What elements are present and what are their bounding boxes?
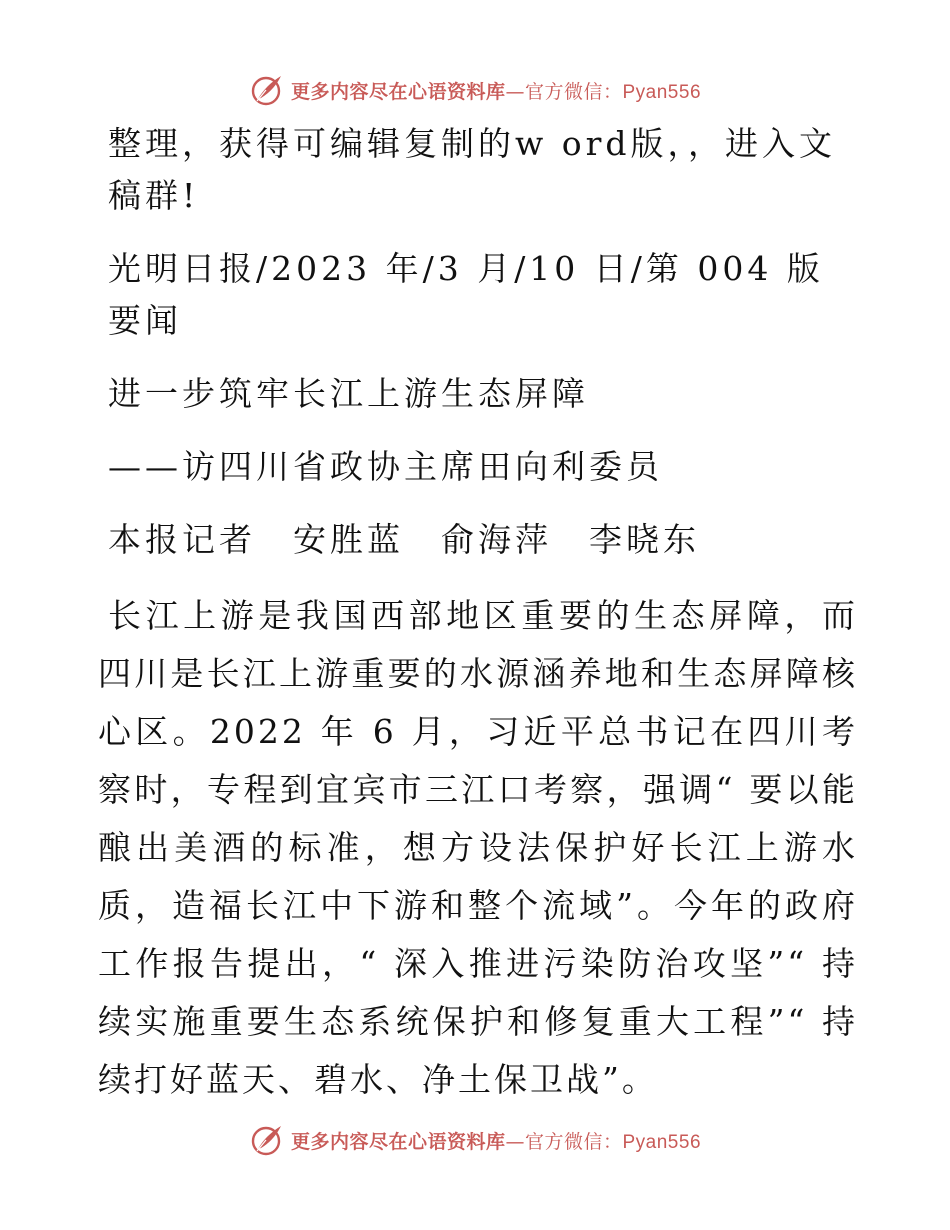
header-banner-text: [291, 77, 701, 104]
article-headline: 进一步筑牢长江上游生态屏障: [108, 374, 589, 413]
footer-wechat-handle: Pyan556: [622, 1131, 702, 1153]
header-wechat-label: 官方微信：: [524, 80, 623, 103]
article-body: [98, 587, 858, 1109]
footer-wechat-label: 官方微信：: [524, 1130, 623, 1153]
feather-logo-icon: [249, 1122, 285, 1158]
footer-site-text: 更多内容尽在心语资料库: [290, 1130, 506, 1153]
source-line: 光明日报/2023 年/3 月/10 日/第 004 版要闻: [108, 249, 824, 340]
article-subheadline: ——访四川省政协主席田向利委员: [108, 447, 663, 486]
article-byline: 本报记者 安胜蓝 俞海萍 李晓东: [108, 520, 700, 559]
header-separator: —: [505, 80, 525, 103]
document-content: [98, 118, 858, 1130]
article-body-text: 长江上游是我国西部地区重要的生态屏障，而四川是长江上游重要的水源涵养地和生态屏障核心区。2022 年 6 月，习近平总书记在四川考察时，专程到宜宾市三江口考察，强调“ 要以能酿出美酒的标准，想方设法保护好长江上游水质，造福长江中下游和整个流域”。今年的政府工作报告提出，“ 深入推进污染防治攻坚”“ 持续实施重要生态系统保护和修复重大工程”“ 持续打好蓝天、碧水、净土保卫战”。: [98, 596, 858, 1099]
footer-banner-text: [291, 1127, 701, 1154]
header-banner: [0, 68, 950, 112]
header-wechat-handle: Pyan556: [622, 81, 702, 103]
footer-banner: [0, 1118, 950, 1162]
header-site-text: 更多内容尽在心语资料库: [290, 80, 506, 103]
footer-separator: —: [505, 1130, 525, 1153]
feather-logo-icon: [249, 72, 285, 108]
intro-paragraph: 整理，获得可编辑复制的w ord版，，进入文稿群!: [108, 124, 837, 215]
